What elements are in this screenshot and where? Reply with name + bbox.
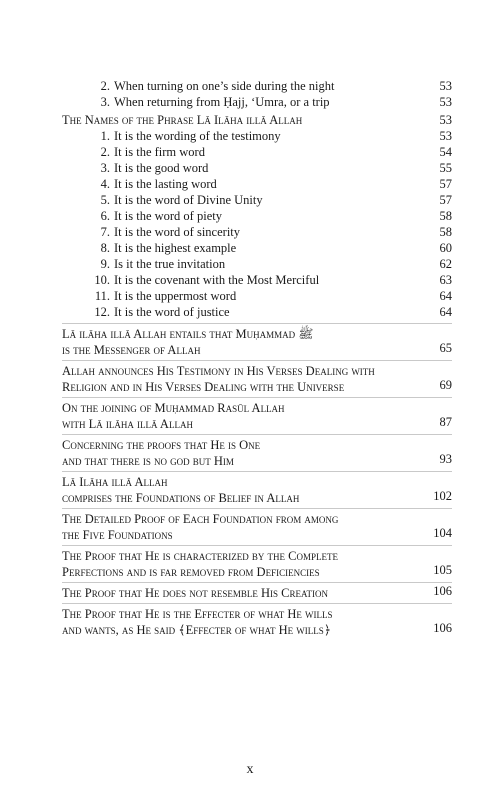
section-line2: Perfections and is far removed from Deficiencies	[62, 565, 320, 579]
toc-item	[62, 256, 452, 272]
section-page: 87	[439, 415, 452, 429]
toc-item-page: 53	[439, 95, 452, 109]
section-line1: The Proof that He is characterized by the Complete	[62, 549, 338, 563]
section-line2: Religion and in His Verses Dealing with the Universe	[62, 380, 345, 394]
toc-item-num: 3.	[100, 95, 110, 109]
toc-item	[62, 192, 452, 208]
toc-item-page: 64	[439, 289, 452, 303]
toc-item	[62, 128, 452, 144]
toc-item-page: 55	[439, 161, 452, 175]
toc-item	[62, 288, 452, 304]
toc-section	[62, 508, 452, 543]
sections	[62, 323, 452, 638]
toc-item-num: 4.	[100, 177, 110, 191]
page-numeral: x	[246, 762, 254, 777]
toc-item-page: 53	[439, 129, 452, 143]
toc-item-num: 7.	[100, 225, 110, 239]
section-line1: The Detailed Proof of Each Foundation from among	[62, 512, 339, 526]
section-line2: is the Messenger of Allah	[62, 343, 201, 357]
toc-item	[62, 240, 452, 256]
section-page: 65	[439, 341, 452, 355]
section-line1: Concerning the proofs that He is One	[62, 438, 261, 452]
toc-item-num: 8.	[100, 241, 110, 255]
toc-item-page: 53	[439, 79, 452, 93]
section-line1: Lā Ilāha illā Allah	[62, 475, 168, 489]
toc-item-page: 62	[439, 257, 452, 271]
toc-item-text: When returning from Ḥajj, ‘Umra, or a trip	[114, 95, 330, 109]
toc-item	[62, 224, 452, 240]
section-line2: the Five Foundations	[62, 528, 173, 542]
toc-item-text: It is the covenant with the Most Merciful	[114, 273, 320, 287]
toc-item-num: 2.	[100, 145, 110, 159]
section-line1: Lā ilāha illā Allah entails that Muḥammad ﷺ	[62, 327, 314, 341]
toc-section	[62, 545, 452, 580]
toc-item-num: 9.	[100, 257, 110, 271]
toc-item-text: It is the word of Divine Unity	[114, 193, 263, 207]
toc-item-num: 6.	[100, 209, 110, 223]
section-line1: The Proof that He does not resemble His Creation	[62, 586, 328, 600]
section-line2: and wants, as He said ﴾Effecter of what He wills﴿	[62, 623, 332, 637]
toc-item-page: 64	[439, 305, 452, 319]
toc-item	[62, 78, 452, 94]
toc-item-page: 63	[439, 273, 452, 287]
toc-item-page: 58	[439, 225, 452, 239]
toc-item	[62, 304, 452, 320]
toc-item	[62, 176, 452, 192]
names-items	[62, 128, 452, 320]
section-line2: and that there is no god but Him	[62, 454, 234, 468]
toc-item-num: 3.	[100, 161, 110, 175]
section-line1: On the joining of Muḥammad Rasūl Allah	[62, 401, 285, 415]
continued-items	[62, 78, 452, 110]
toc-item-num: 2.	[100, 79, 110, 93]
toc-item-page: 58	[439, 209, 452, 223]
section-line2: comprises the Foundations of Belief in Allah	[62, 491, 300, 505]
toc-item-num: 10.	[94, 273, 110, 287]
toc-item-text: It is the word of piety	[114, 209, 222, 223]
section-page: 93	[439, 452, 452, 466]
toc-section	[62, 434, 452, 469]
section-page: 106	[433, 584, 452, 598]
toc-item	[62, 144, 452, 160]
toc-item-page: 57	[439, 193, 452, 207]
toc-item-num: 5.	[100, 193, 110, 207]
toc-item	[62, 160, 452, 176]
toc-section	[62, 397, 452, 432]
section-page: 106	[433, 621, 452, 635]
section-page: 105	[433, 563, 452, 577]
toc-item-page: 60	[439, 241, 452, 255]
table-of-contents	[62, 78, 452, 638]
toc-item-text: It is the good word	[114, 161, 209, 175]
toc-item-text: It is the wording of the testimony	[114, 129, 281, 143]
toc-item-text: It is the highest example	[114, 241, 237, 255]
toc-item	[62, 272, 452, 288]
names-heading-page: 53	[439, 113, 452, 127]
section-page: 102	[433, 489, 452, 503]
toc-item-num: 11.	[94, 289, 110, 303]
toc-item-text: It is the lasting word	[114, 177, 217, 191]
toc-section	[62, 360, 452, 395]
names-heading-text: The Names of the Phrase Lā Ilāha illā Allah	[62, 113, 303, 127]
toc-item-num: 1.	[100, 129, 110, 143]
toc-item-page: 54	[439, 145, 452, 159]
toc-item	[62, 94, 452, 110]
section-line2: with Lā ilāha illā Allah	[62, 417, 193, 431]
toc-item-text: It is the word of justice	[114, 305, 230, 319]
toc-item	[62, 208, 452, 224]
toc-item-text: It is the uppermost word	[114, 289, 237, 303]
toc-item-text: It is the word of sincerity	[114, 225, 241, 239]
toc-item-page: 57	[439, 177, 452, 191]
section-line1: The Proof that He is the Effecter of what He wills	[62, 607, 333, 621]
names-heading	[62, 112, 452, 128]
toc-section	[62, 582, 452, 601]
section-page: 69	[439, 378, 452, 392]
toc-item-text: Is it the true invitation	[114, 257, 226, 271]
toc-section	[62, 603, 452, 638]
section-page: 104	[433, 526, 452, 540]
toc-item-text: It is the firm word	[114, 145, 205, 159]
toc-item-text: When turning on one’s side during the night	[114, 79, 335, 93]
toc-item-num: 12.	[94, 305, 110, 319]
toc-section	[62, 471, 452, 506]
section-line1: Allah announces His Testimony in His Verses Dealing with	[62, 364, 375, 378]
toc-section	[62, 323, 452, 358]
